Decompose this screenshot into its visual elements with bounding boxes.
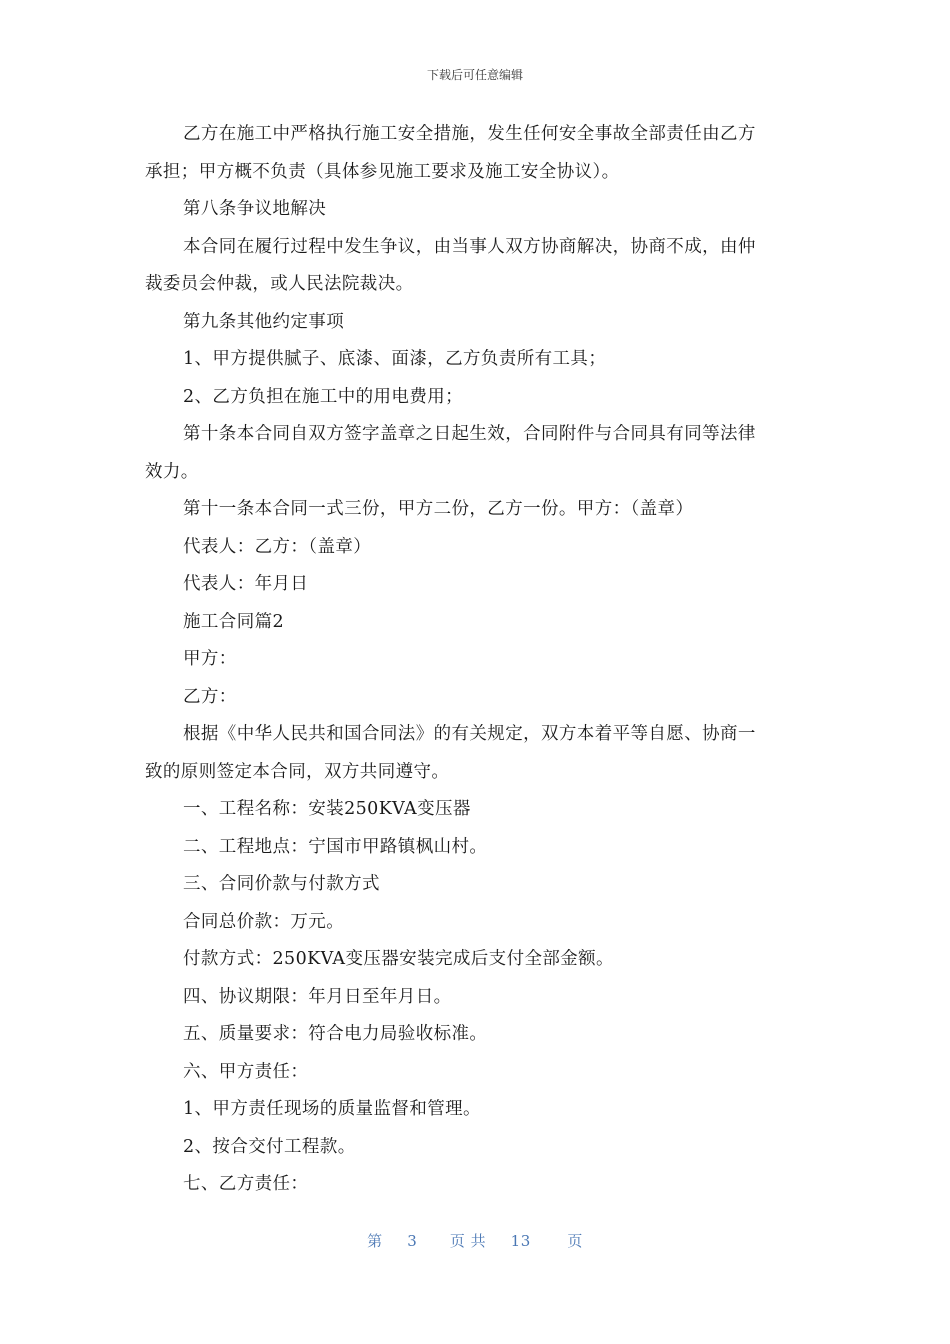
paragraph-line: 付款方式：250KVA变压器安装完成后支付全部金额。 xyxy=(183,949,614,969)
list-item: 二、工程地点：宁国市甲路镇枫山村。 xyxy=(183,836,488,857)
list-item: 四、协议期限：年月日至年月日。 xyxy=(183,986,452,1007)
paragraph-line: 效力。 xyxy=(145,461,199,482)
paragraph-line: 本合同在履行过程中发生争议，由当事人双方协商解决，协商不成，由仲 xyxy=(183,236,756,257)
paragraph-line: 第十一条本合同一式三份，甲方二份，乙方一份。甲方：（盖章） xyxy=(183,499,694,519)
footer-suffix: 页 xyxy=(567,1232,583,1250)
party-b-label: 乙方： xyxy=(183,686,237,707)
list-item: 1、甲方提供腻子、底漆、面漆，乙方负责所有工具； xyxy=(183,349,607,369)
list-item: 三、合同价款与付款方式 xyxy=(183,874,380,894)
document-title: 施工合同篇2 xyxy=(183,611,285,632)
signature-line: 代表人：年月日 xyxy=(183,574,309,594)
list-item: 1、甲方责任现场的质量监督和管理。 xyxy=(183,1099,481,1119)
list-item: 一、工程名称：安装250KVA变压器 xyxy=(183,799,471,819)
paragraph-line: 致的原则签定本合同，双方共同遵守。 xyxy=(145,761,450,782)
total-pages-number: 13 xyxy=(510,1232,531,1250)
paragraph-line: 合同总价款：万元。 xyxy=(183,911,345,932)
paragraph-line: 乙方在施工中严格执行施工安全措施，发生任何安全事故全部责任由乙方 xyxy=(183,124,756,144)
paragraph-line: 裁委员会仲裁，或人民法院裁决。 xyxy=(145,274,414,294)
section-heading: 第九条其他约定事项 xyxy=(183,311,345,332)
list-item: 2、乙方负担在施工中的用电费用； xyxy=(183,386,464,407)
section-heading: 第八条争议地解决 xyxy=(183,199,327,219)
list-item: 六、甲方责任： xyxy=(183,1061,309,1082)
list-item: 七、乙方责任： xyxy=(183,1174,309,1194)
list-item: 五、质量要求：符合电力局验收标准。 xyxy=(183,1024,488,1044)
paragraph-line: 承担；甲方概不负责（具体参见施工要求及施工安全协议）。 xyxy=(145,161,620,182)
document-body xyxy=(145,116,805,1204)
paragraph-line: 根据《中华人民共和国合同法》的有关规定，双方本着平等自愿、协商一 xyxy=(183,724,756,744)
page-footer xyxy=(0,1230,950,1251)
page-header: 下载后可任意编辑 xyxy=(426,68,523,82)
paragraph-line: 第十条本合同自双方签字盖章之日起生效，合同附件与合同具有同等法律 xyxy=(183,424,756,444)
footer-prefix: 第 xyxy=(367,1232,383,1250)
signature-line: 代表人：乙方：（盖章） xyxy=(183,536,372,557)
party-a-label: 甲方： xyxy=(183,649,237,669)
footer-middle: 页 共 xyxy=(449,1232,487,1250)
current-page-number: 3 xyxy=(407,1232,418,1250)
list-item: 2、按合交付工程款。 xyxy=(183,1136,356,1157)
